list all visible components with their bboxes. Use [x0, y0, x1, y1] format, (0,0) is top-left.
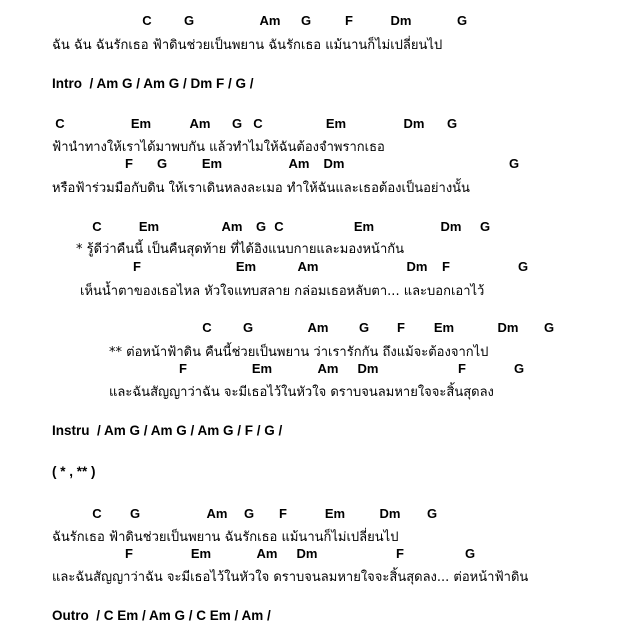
- chord: G: [231, 116, 243, 131]
- chord: Em: [353, 219, 375, 234]
- chord: Am: [256, 546, 278, 561]
- chord-row: [0, 156, 620, 176]
- chord: Dm: [406, 259, 428, 274]
- chord: G: [300, 13, 312, 28]
- chord: F: [442, 259, 450, 274]
- repeat-row: [0, 464, 620, 484]
- chord: Am: [206, 506, 228, 521]
- chord-row: [0, 546, 620, 566]
- chord: C: [202, 320, 212, 335]
- chord-row: [0, 13, 620, 33]
- chord: G: [464, 546, 476, 561]
- chord: C: [55, 116, 65, 131]
- chord: Dm: [296, 546, 318, 561]
- chord: G: [479, 219, 491, 234]
- chord: G: [517, 259, 529, 274]
- chord-row: [0, 361, 620, 381]
- chord: Em: [433, 320, 455, 335]
- chord: F: [396, 546, 404, 561]
- chord: Dm: [357, 361, 379, 376]
- chord: Em: [325, 116, 347, 131]
- chord: G: [426, 506, 438, 521]
- chord: G: [183, 13, 195, 28]
- chord: C: [142, 13, 152, 28]
- chord-row: [0, 320, 620, 340]
- chord: F: [458, 361, 466, 376]
- chord: Em: [130, 116, 152, 131]
- chord: F: [125, 546, 133, 561]
- chord: C: [92, 506, 102, 521]
- chord: G: [508, 156, 520, 171]
- chord: F: [279, 506, 287, 521]
- lyric-line: ฟ้านำทางให้เราได้มาพบกัน แล้วทำไมให้ฉันต้องจำพรากเธอ: [52, 140, 385, 155]
- chord: Em: [251, 361, 273, 376]
- chord: G: [446, 116, 458, 131]
- chord-row: [0, 259, 620, 279]
- instru-row: [0, 423, 620, 443]
- chord: F: [133, 259, 141, 274]
- chord: Dm: [440, 219, 462, 234]
- chord: Am: [297, 259, 319, 274]
- chord: Am: [288, 156, 310, 171]
- lyric-row: [0, 341, 620, 361]
- chord: G: [242, 320, 254, 335]
- chord: Am: [317, 361, 339, 376]
- chord: Am: [307, 320, 329, 335]
- lyric-row: [0, 177, 620, 197]
- intro-line: Intro / Am G / Am G / Dm F / G /: [52, 76, 254, 91]
- chord: G: [358, 320, 370, 335]
- lyric-row: [0, 136, 620, 156]
- chord-row: [0, 116, 620, 136]
- lyric-line: และฉันสัญญาว่าฉัน จะมีเธอไว้ในหัวใจ ดราบจนลมหายใจจะสิ้นสุดลง... ต่อหน้าฟ้าดิน: [52, 570, 529, 585]
- chord: Em: [235, 259, 257, 274]
- chord: Am: [221, 219, 243, 234]
- lyric-line: ฉัน ฉัน ฉันรักเธอ ฟ้าดินช่วยเป็นพยาน ฉันรักเธอ แม้นานก็ไม่เปลี่ยนไป: [52, 38, 443, 53]
- chord: G: [156, 156, 168, 171]
- chord: Em: [324, 506, 346, 521]
- lyric-line: ฉันรักเธอ ฟ้าดินช่วยเป็นพยาน ฉันรักเธอ แม้นานก็ไม่เปลี่ยนไป: [52, 530, 399, 545]
- chord: F: [179, 361, 187, 376]
- lyric-row: [0, 238, 620, 258]
- chord: C: [253, 116, 263, 131]
- chord-row: [0, 219, 620, 239]
- chord: Em: [201, 156, 223, 171]
- chord: Dm: [323, 156, 345, 171]
- chord: Dm: [497, 320, 519, 335]
- chord: G: [243, 506, 255, 521]
- chord: Em: [138, 219, 160, 234]
- chord: F: [345, 13, 353, 28]
- lyric-line: และฉันสัญญาว่าฉัน จะมีเธอไว้ในหัวใจ ดราบจนลมหายใจจะสิ้นสุดลง: [109, 385, 494, 400]
- instru-line: Instru / Am G / Am G / Am G / F / G /: [52, 423, 283, 438]
- chord: G: [129, 506, 141, 521]
- chord: Am: [189, 116, 211, 131]
- lyric-line: ** ต่อหน้าฟ้าดิน คืนนี้ช่วยเป็นพยาน ว่าเรารักกัน ถึงแม้จะต้องจากไป: [109, 345, 489, 360]
- chord-row: [0, 506, 620, 526]
- outro-line: Outro / C Em / Am G / C Em / Am /: [52, 608, 271, 623]
- chord: F: [125, 156, 133, 171]
- chord: Em: [190, 546, 212, 561]
- chord: Dm: [379, 506, 401, 521]
- chord: G: [255, 219, 267, 234]
- chord: C: [92, 219, 102, 234]
- chord: C: [274, 219, 284, 234]
- chord: G: [456, 13, 468, 28]
- lyric-line: หรือฟ้าร่วมมือกับดิน ให้เราเดินหลงละเมอ ทำให้ฉันและเธอต้องเป็นอย่างนั้น: [52, 181, 470, 196]
- lyric-line: * รู้ดีว่าคืนนี้ เป็นคืนสุดท้าย ที่ได้อิงแนบกายและมองหน้ากัน: [76, 242, 404, 257]
- lyric-row: [0, 566, 620, 586]
- lyric-row: [0, 381, 620, 401]
- chord: F: [397, 320, 405, 335]
- lyric-row: [0, 526, 620, 546]
- repeat-marker: ( * , ** ): [52, 464, 96, 479]
- lyric-row: [0, 280, 620, 300]
- chord: G: [543, 320, 555, 335]
- lyric-row: [0, 34, 620, 54]
- chord: Dm: [390, 13, 412, 28]
- chord: Am: [259, 13, 281, 28]
- chord: G: [513, 361, 525, 376]
- outro-row: [0, 608, 620, 628]
- lyric-line: เห็นน้ำตาของเธอไหล หัวใจแทบสลาย กล่อมเธอหลับตา... และบอกเอาไว้: [80, 284, 485, 299]
- intro-row: [0, 76, 620, 96]
- chord: Dm: [403, 116, 425, 131]
